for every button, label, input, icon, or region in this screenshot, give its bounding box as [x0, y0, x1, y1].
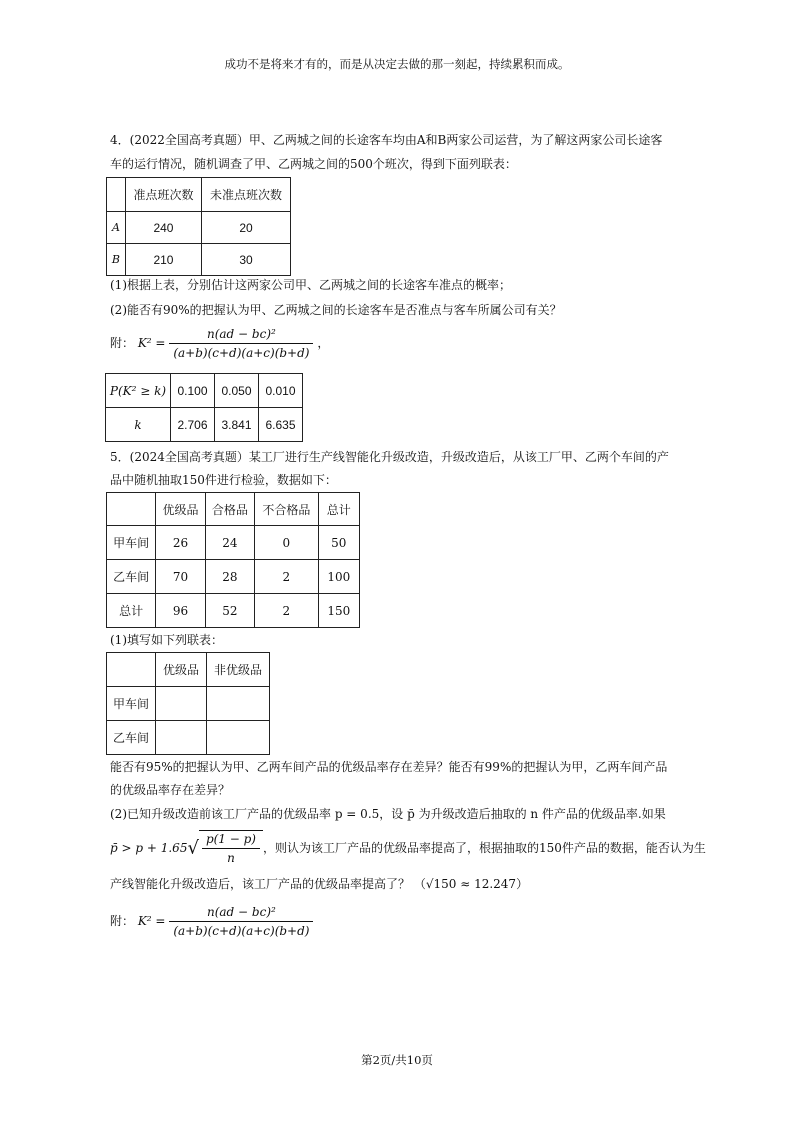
table-cell: 6.635: [259, 408, 303, 442]
table-cell: [156, 721, 207, 755]
table-header-cell: 优级品: [156, 493, 205, 526]
table-header-cell: [107, 493, 156, 526]
q5-part2-line1: (2)已知升级改造前该工厂产品的优级品率 p = 0.5，设 p̄ 为升级改造后抽取的 n 件产品的优级品率.如果: [110, 807, 666, 821]
q4-critical-value-table: [105, 373, 303, 442]
table-cell: 50: [318, 526, 359, 560]
q5-part2-line3: [110, 876, 528, 892]
table-row: [107, 594, 360, 628]
condition-radicand: [199, 830, 263, 866]
table-header-cell: P(K² ≥ k): [106, 374, 171, 408]
table-cell: [207, 687, 270, 721]
table-cell: 30: [202, 244, 291, 276]
table-header-cell: 合格品: [205, 493, 254, 526]
formula-denominator: (a+b)(c+d)(a+c)(b+d): [173, 346, 310, 360]
formula-numerator: n(ad − bc)²: [169, 904, 313, 922]
q4-part1: (1)根据上表，分别估计这两家公司甲、乙两城之间的长途客车准点的概率；: [110, 278, 512, 292]
table-row: [107, 178, 291, 212]
table-cell: [156, 687, 207, 721]
condition-numerator: p(1 − p): [202, 831, 260, 849]
table-cell: 28: [205, 560, 254, 594]
table-cell: 100: [318, 560, 359, 594]
formula-end: ，: [317, 336, 330, 350]
table-header-cell: 准点班次数: [125, 178, 201, 212]
table-header-cell: 非优级品: [207, 653, 270, 687]
q5-question1-line2: 的优级品率存在差异？: [110, 783, 231, 797]
table-header-cell: [107, 178, 126, 212]
formula-fraction: [169, 904, 313, 939]
q5-part2-condition: [110, 830, 706, 866]
q4-stem-line2: 车的运行情况，随机调查了甲、乙两城之间的500个班次，得到下面列联表：: [110, 157, 517, 171]
table-cell: 150: [318, 594, 359, 628]
q4-stem-line1: 4．(2022全国高考真题）甲、乙两城之间的长途客车均由A和B两家公司运营，为了解这两家公司长途客: [110, 133, 663, 147]
q4-formula: [110, 326, 329, 361]
table-cell: 2: [255, 560, 319, 594]
table-cell: 210: [125, 244, 201, 276]
table-cell: 20: [202, 212, 291, 244]
formula-label: 附：: [110, 336, 135, 350]
table-cell: [207, 721, 270, 755]
table-header-cell: 未准点班次数: [202, 178, 291, 212]
table-cell: 26: [156, 526, 205, 560]
table-row: [106, 374, 303, 408]
table-cell: 240: [125, 212, 201, 244]
table-row: [107, 526, 360, 560]
q5-part1: (1)填写如下列联表：: [110, 633, 223, 647]
table-header-cell: 总计: [318, 493, 359, 526]
formula-lhs: K² =: [137, 914, 166, 928]
table-header-cell: 优级品: [156, 653, 207, 687]
page-header-motto: 成功不是将来才有的，而是从决定去做的那一刻起，持续累积而成。: [224, 57, 570, 71]
q5-blank-contingency-table: [106, 652, 270, 755]
table-cell: B: [107, 244, 126, 276]
q5-data-table: [106, 492, 360, 628]
table-header-cell: 不合格品: [255, 493, 319, 526]
table-cell: 乙车间: [107, 560, 156, 594]
table-row: [107, 721, 270, 755]
table-cell: A: [107, 212, 126, 244]
table-cell: 甲车间: [107, 687, 156, 721]
table-cell: 0.050: [215, 374, 259, 408]
q5-stem-line2: 品中随机抽取150件进行检验，数据如下：: [110, 473, 337, 487]
table-row: [107, 560, 360, 594]
condition-fraction: [202, 831, 260, 866]
formula-numerator: n(ad − bc)²: [169, 326, 313, 344]
table-cell: 0.010: [259, 374, 303, 408]
table-row: [106, 408, 303, 442]
formula-label: 附：: [110, 914, 135, 928]
table-row: [107, 493, 360, 526]
condition-lhs: p̄ > p + 1.65: [110, 841, 188, 855]
table-header-cell: k: [106, 408, 171, 442]
page-footer-page-number: 第2页/共10页: [361, 1053, 433, 1067]
table-cell: 96: [156, 594, 205, 628]
table-cell: 乙车间: [107, 721, 156, 755]
formula-denominator: (a+b)(c+d)(a+c)(b+d): [173, 924, 310, 938]
table-row: [107, 653, 270, 687]
table-cell: 24: [205, 526, 254, 560]
q5-question1-line1: 能否有95%的把握认为甲、乙两车间产品的优级品率存在差异？能否有99%的把握认为甲，乙两车间产品: [110, 760, 668, 774]
condition-denominator: n: [227, 851, 235, 865]
table-header-cell: [107, 653, 156, 687]
table-cell: 70: [156, 560, 205, 594]
table-row: [107, 212, 291, 244]
table-row: [107, 244, 291, 276]
table-cell: 3.841: [215, 408, 259, 442]
table-cell: 0.100: [171, 374, 215, 408]
table-cell: 0: [255, 526, 319, 560]
table-cell: 2.706: [171, 408, 215, 442]
formula-fraction: [169, 326, 313, 361]
condition-text: ，则认为该工厂产品的优级品率提高了，根据抽取的150件产品的数据，能否认为生: [262, 841, 706, 855]
q4-part2: (2)能否有90%的把握认为甲、乙两城之间的长途客车是否准点与客车所属公司有关？: [110, 303, 562, 317]
q5-formula: [110, 904, 313, 939]
part2-line3-text: 产线智能化升级改造后，该工厂产品的优级品率提高了？: [110, 877, 411, 891]
table-cell: 2: [255, 594, 319, 628]
sqrt-sign-icon: √: [187, 837, 199, 859]
table-cell: 52: [205, 594, 254, 628]
q4-contingency-table: [106, 177, 291, 276]
q5-stem-line1: 5．(2024全国高考真题）某工厂进行生产线智能化升级改造，升级改造后，从该工厂甲、乙两个车间的产: [110, 450, 669, 464]
table-row: [107, 687, 270, 721]
sqrt-approximation: （√150 ≈ 12.247）: [413, 877, 529, 891]
table-cell: 甲车间: [107, 526, 156, 560]
table-cell: 总计: [107, 594, 156, 628]
formula-lhs: K² =: [137, 336, 166, 350]
